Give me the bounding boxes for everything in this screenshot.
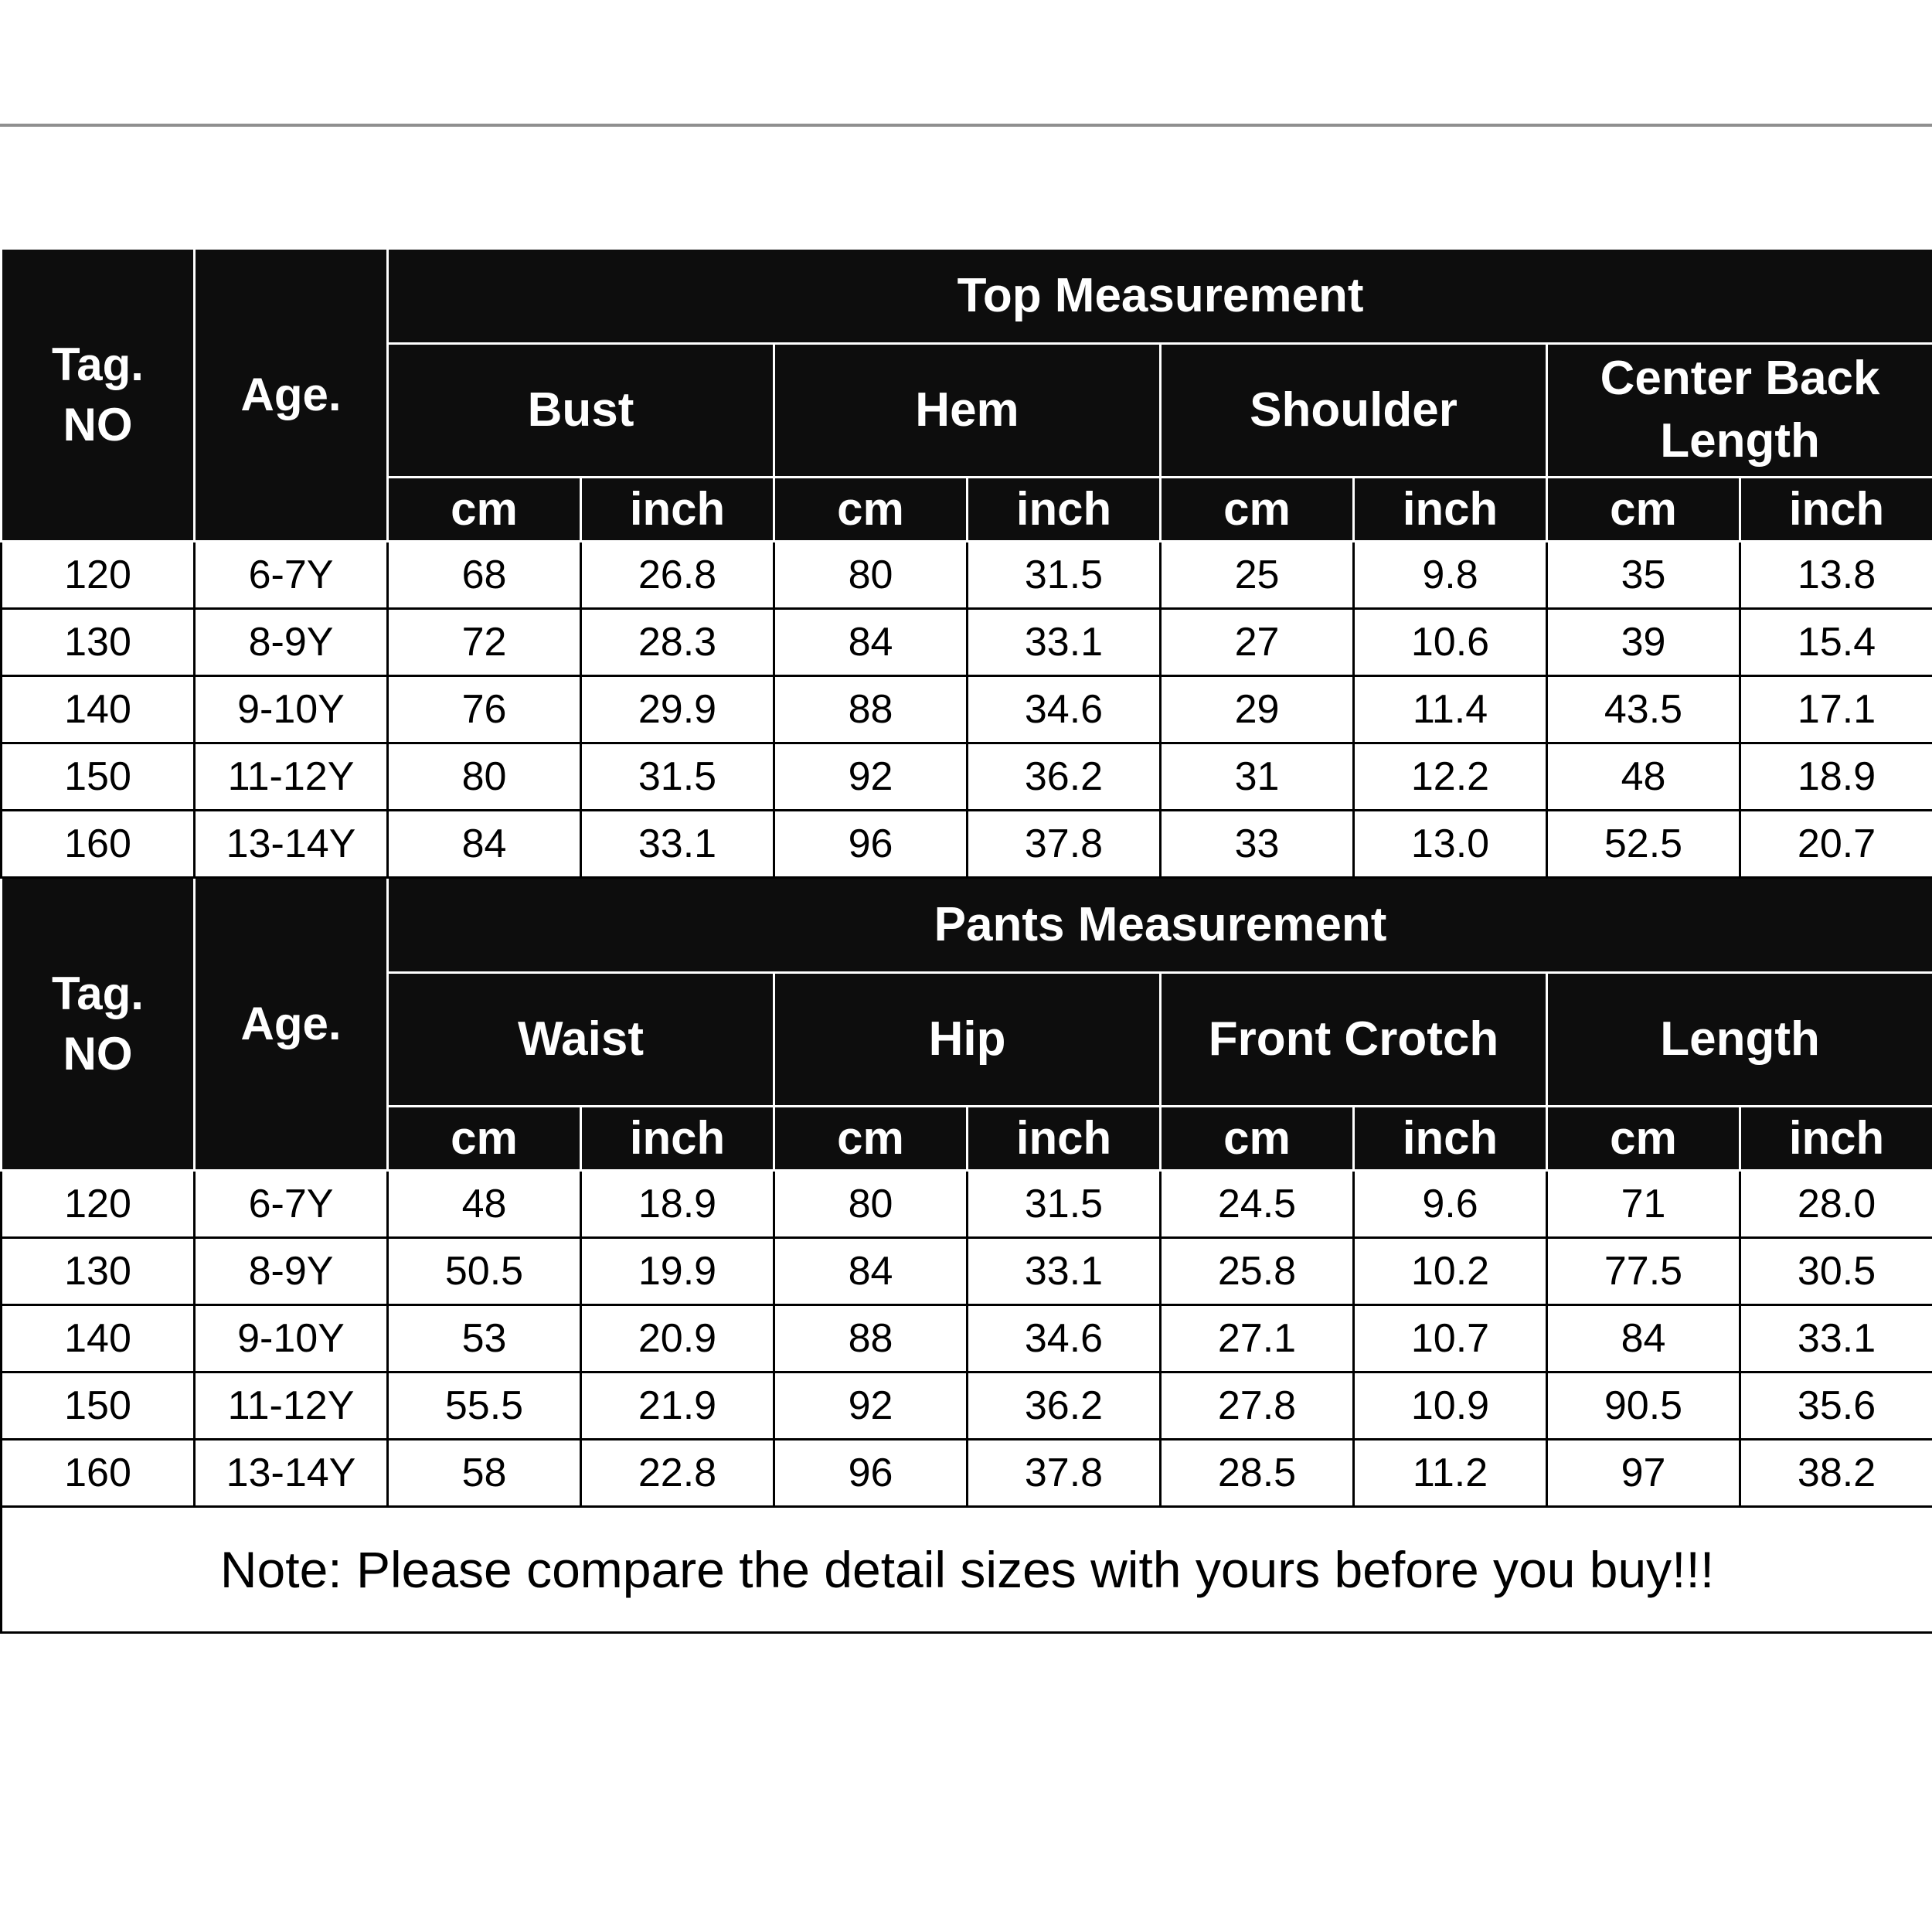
pants-data-cell: 10.9 xyxy=(1354,1372,1547,1440)
pants-data-cell: 84 xyxy=(1547,1305,1740,1372)
top-group-header: Hem xyxy=(774,344,1161,478)
pants-data-cell: 20.9 xyxy=(581,1305,774,1372)
top-data-row xyxy=(2,542,1932,609)
top-data-cell: 34.6 xyxy=(968,676,1161,743)
pants-data-cell: 13-14Y xyxy=(195,1440,388,1507)
pants-tag-header-line-1: Tag. xyxy=(52,968,144,1019)
pants-group-header: Waist xyxy=(388,973,774,1107)
note-row xyxy=(2,1507,1932,1633)
pants-age-header: Age. xyxy=(195,878,388,1171)
top-data-cell: 6-7Y xyxy=(195,542,388,609)
pants-data-cell: 130 xyxy=(2,1238,195,1305)
pants-tag-header xyxy=(2,878,195,1171)
top-tag-header xyxy=(2,249,195,542)
pants-data-cell: 19.9 xyxy=(581,1238,774,1305)
pants-data-cell: 10.7 xyxy=(1354,1305,1547,1372)
top-data-cell: 96 xyxy=(774,811,968,878)
pants-unit-header: cm xyxy=(774,1107,968,1171)
pants-data-cell: 97 xyxy=(1547,1440,1740,1507)
top-data-cell: 140 xyxy=(2,676,195,743)
top-divider-line xyxy=(0,124,1932,127)
pants-data-row xyxy=(2,1440,1932,1507)
top-data-cell: 17.1 xyxy=(1740,676,1932,743)
top-data-cell: 37.8 xyxy=(968,811,1161,878)
top-data-cell: 12.2 xyxy=(1354,743,1547,811)
top-data-cell: 28.3 xyxy=(581,609,774,676)
top-data-cell: 31 xyxy=(1161,743,1354,811)
top-data-cell: 9.8 xyxy=(1354,542,1547,609)
pants-data-cell: 27.8 xyxy=(1161,1372,1354,1440)
top-data-cell: 150 xyxy=(2,743,195,811)
top-data-cell: 68 xyxy=(388,542,581,609)
top-data-cell: 13.0 xyxy=(1354,811,1547,878)
pants-data-cell: 11-12Y xyxy=(195,1372,388,1440)
pants-data-cell: 150 xyxy=(2,1372,195,1440)
pants-data-cell: 33.1 xyxy=(968,1238,1161,1305)
top-data-cell: 130 xyxy=(2,609,195,676)
pants-data-cell: 140 xyxy=(2,1305,195,1372)
top-data-cell: 33.1 xyxy=(581,811,774,878)
pants-group-header: Front Crotch xyxy=(1161,973,1547,1107)
top-data-cell: 84 xyxy=(388,811,581,878)
top-data-cell: 48 xyxy=(1547,743,1740,811)
pants-data-cell: 48 xyxy=(388,1171,581,1238)
pants-data-cell: 33.1 xyxy=(1740,1305,1932,1372)
pants-data-cell: 10.2 xyxy=(1354,1238,1547,1305)
pants-data-cell: 9.6 xyxy=(1354,1171,1547,1238)
top-data-cell: 31.5 xyxy=(581,743,774,811)
pants-data-cell: 30.5 xyxy=(1740,1238,1932,1305)
top-data-cell: 27 xyxy=(1161,609,1354,676)
pants-data-cell: 35.6 xyxy=(1740,1372,1932,1440)
top-group-header: Center Back Length xyxy=(1547,344,1932,478)
pants-data-cell: 90.5 xyxy=(1547,1372,1740,1440)
top-data-cell: 13.8 xyxy=(1740,542,1932,609)
pants-data-row xyxy=(2,1238,1932,1305)
pants-data-cell: 84 xyxy=(774,1238,968,1305)
pants-unit-header: inch xyxy=(968,1107,1161,1171)
pants-data-cell: 88 xyxy=(774,1305,968,1372)
pants-data-cell: 28.5 xyxy=(1161,1440,1354,1507)
top-data-cell: 31.5 xyxy=(968,542,1161,609)
top-data-cell: 36.2 xyxy=(968,743,1161,811)
pants-data-cell: 92 xyxy=(774,1372,968,1440)
pants-data-cell: 31.5 xyxy=(968,1171,1161,1238)
pants-data-cell: 96 xyxy=(774,1440,968,1507)
top-data-cell: 120 xyxy=(2,542,195,609)
top-data-cell: 72 xyxy=(388,609,581,676)
top-data-cell: 29 xyxy=(1161,676,1354,743)
pants-data-row xyxy=(2,1171,1932,1238)
top-data-cell: 13-14Y xyxy=(195,811,388,878)
top-section-title: Top Measurement xyxy=(388,249,1932,344)
top-data-cell: 43.5 xyxy=(1547,676,1740,743)
pants-data-cell: 11.2 xyxy=(1354,1440,1547,1507)
top-tag-header-line-1: Tag. xyxy=(52,338,144,390)
pants-data-cell: 28.0 xyxy=(1740,1171,1932,1238)
pants-data-cell: 53 xyxy=(388,1305,581,1372)
pants-data-cell: 36.2 xyxy=(968,1372,1161,1440)
pants-data-cell: 22.8 xyxy=(581,1440,774,1507)
top-data-cell: 88 xyxy=(774,676,968,743)
top-data-cell: 10.6 xyxy=(1354,609,1547,676)
top-data-row xyxy=(2,811,1932,878)
pants-data-cell: 8-9Y xyxy=(195,1238,388,1305)
pants-data-cell: 6-7Y xyxy=(195,1171,388,1238)
size-chart-body xyxy=(2,249,1932,1633)
pants-data-cell: 71 xyxy=(1547,1171,1740,1238)
top-unit-header: inch xyxy=(1354,478,1547,542)
top-unit-header: cm xyxy=(1547,478,1740,542)
top-data-cell: 39 xyxy=(1547,609,1740,676)
top-data-cell: 84 xyxy=(774,609,968,676)
top-unit-header: cm xyxy=(388,478,581,542)
size-chart-table xyxy=(0,247,1932,1634)
top-data-row xyxy=(2,743,1932,811)
note-text: Note: Please compare the detail sizes with yours before you buy!!! xyxy=(2,1507,1932,1633)
pants-data-cell: 77.5 xyxy=(1547,1238,1740,1305)
top-data-cell: 33.1 xyxy=(968,609,1161,676)
pants-data-row xyxy=(2,1372,1932,1440)
top-data-cell: 76 xyxy=(388,676,581,743)
pants-data-cell: 34.6 xyxy=(968,1305,1161,1372)
pants-group-header: Hip xyxy=(774,973,1161,1107)
pants-header-row xyxy=(2,878,1932,973)
top-unit-header: inch xyxy=(1740,478,1932,542)
pants-data-cell: 9-10Y xyxy=(195,1305,388,1372)
top-data-cell: 33 xyxy=(1161,811,1354,878)
top-group-header: Shoulder xyxy=(1161,344,1547,478)
top-data-cell: 29.9 xyxy=(581,676,774,743)
top-data-cell: 26.8 xyxy=(581,542,774,609)
top-data-cell: 11.4 xyxy=(1354,676,1547,743)
top-data-cell: 35 xyxy=(1547,542,1740,609)
pants-unit-header: inch xyxy=(1740,1107,1932,1171)
top-unit-header: inch xyxy=(581,478,774,542)
top-data-cell: 80 xyxy=(388,743,581,811)
pants-data-cell: 50.5 xyxy=(388,1238,581,1305)
top-tag-header-line-2: NO xyxy=(63,399,133,451)
pants-data-cell: 55.5 xyxy=(388,1372,581,1440)
top-data-cell: 160 xyxy=(2,811,195,878)
pants-data-cell: 120 xyxy=(2,1171,195,1238)
top-data-cell: 25 xyxy=(1161,542,1354,609)
top-group-header: Bust xyxy=(388,344,774,478)
top-data-row xyxy=(2,609,1932,676)
top-age-header: Age. xyxy=(195,249,388,542)
top-data-cell: 15.4 xyxy=(1740,609,1932,676)
pants-data-cell: 27.1 xyxy=(1161,1305,1354,1372)
pants-unit-header: cm xyxy=(1161,1107,1354,1171)
pants-data-cell: 37.8 xyxy=(968,1440,1161,1507)
pants-data-cell: 25.8 xyxy=(1161,1238,1354,1305)
pants-data-cell: 21.9 xyxy=(581,1372,774,1440)
top-data-row xyxy=(2,676,1932,743)
top-data-cell: 18.9 xyxy=(1740,743,1932,811)
top-unit-header: inch xyxy=(968,478,1161,542)
top-data-cell: 20.7 xyxy=(1740,811,1932,878)
pants-tag-header-line-2: NO xyxy=(63,1028,133,1080)
pants-data-cell: 18.9 xyxy=(581,1171,774,1238)
pants-data-cell: 160 xyxy=(2,1440,195,1507)
top-header-row xyxy=(2,249,1932,344)
pants-data-cell: 38.2 xyxy=(1740,1440,1932,1507)
top-unit-header: cm xyxy=(774,478,968,542)
pants-data-row xyxy=(2,1305,1932,1372)
top-data-cell: 11-12Y xyxy=(195,743,388,811)
pants-unit-header: cm xyxy=(1547,1107,1740,1171)
top-data-cell: 8-9Y xyxy=(195,609,388,676)
top-unit-header: cm xyxy=(1161,478,1354,542)
pants-unit-header: cm xyxy=(388,1107,581,1171)
pants-section-title: Pants Measurement xyxy=(388,878,1932,973)
pants-unit-header: inch xyxy=(1354,1107,1547,1171)
top-data-cell: 52.5 xyxy=(1547,811,1740,878)
top-data-cell: 80 xyxy=(774,542,968,609)
pants-unit-header: inch xyxy=(581,1107,774,1171)
top-data-cell: 92 xyxy=(774,743,968,811)
top-data-cell: 9-10Y xyxy=(195,676,388,743)
pants-group-header: Length xyxy=(1547,973,1932,1107)
pants-data-cell: 80 xyxy=(774,1171,968,1238)
pants-data-cell: 24.5 xyxy=(1161,1171,1354,1238)
pants-data-cell: 58 xyxy=(388,1440,581,1507)
